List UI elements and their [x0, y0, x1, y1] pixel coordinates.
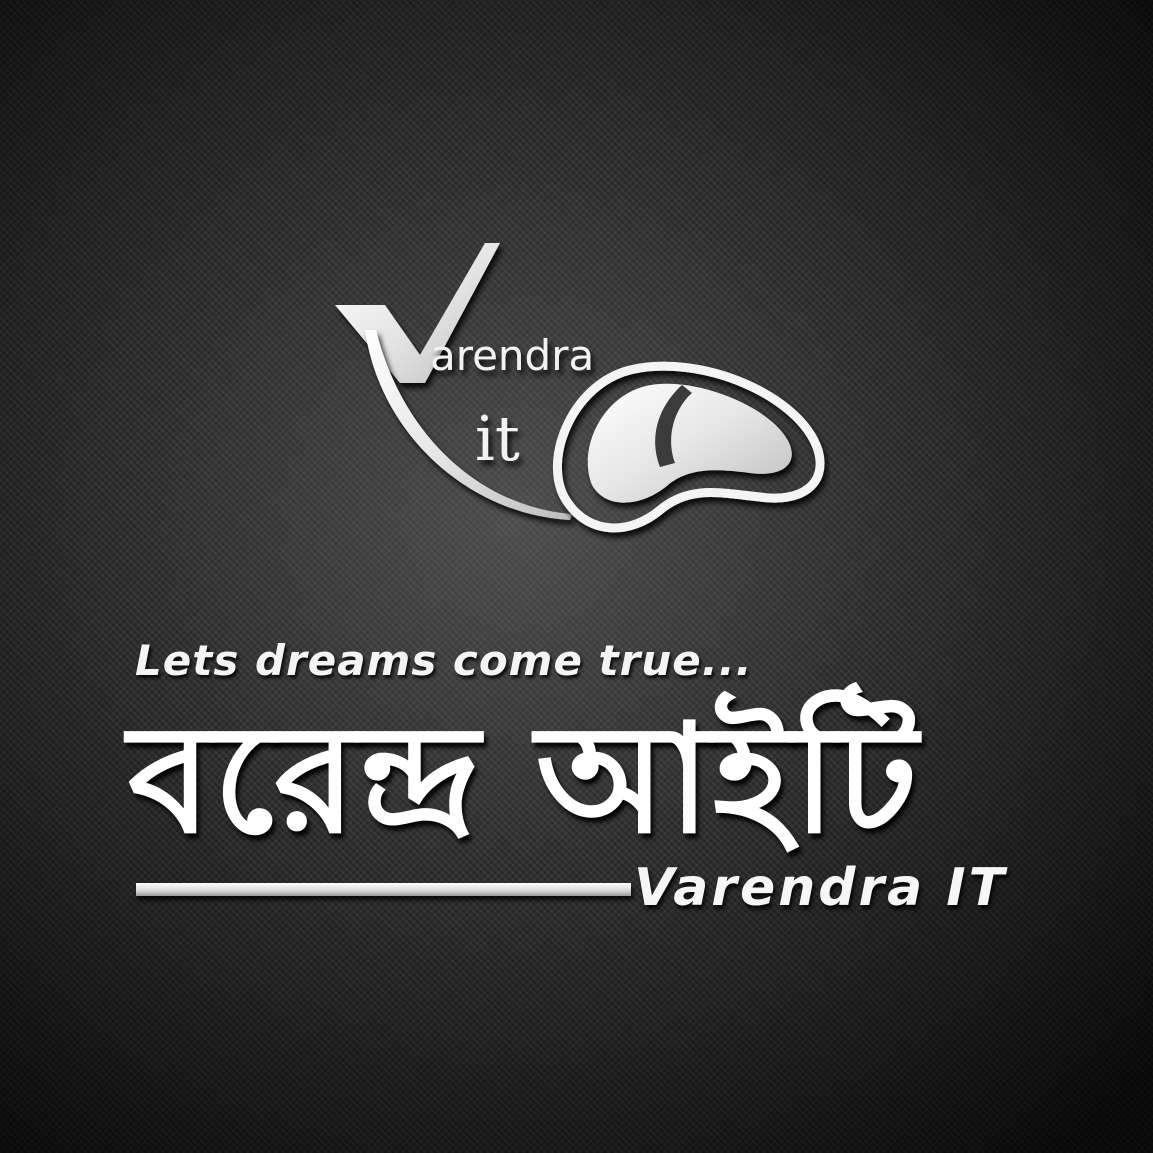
underline-bar — [136, 883, 631, 896]
computer-mouse-icon — [557, 366, 820, 528]
varendra-logo — [330, 235, 830, 555]
bengali-brand-name: বরেন্দ্র আইটি — [128, 693, 920, 867]
english-brand-name: Varendra IT — [634, 858, 1008, 918]
logo-wordmark: arendra — [430, 331, 595, 380]
logo-monogram: it — [475, 402, 520, 475]
tagline: Lets dreams come true... — [135, 636, 753, 685]
